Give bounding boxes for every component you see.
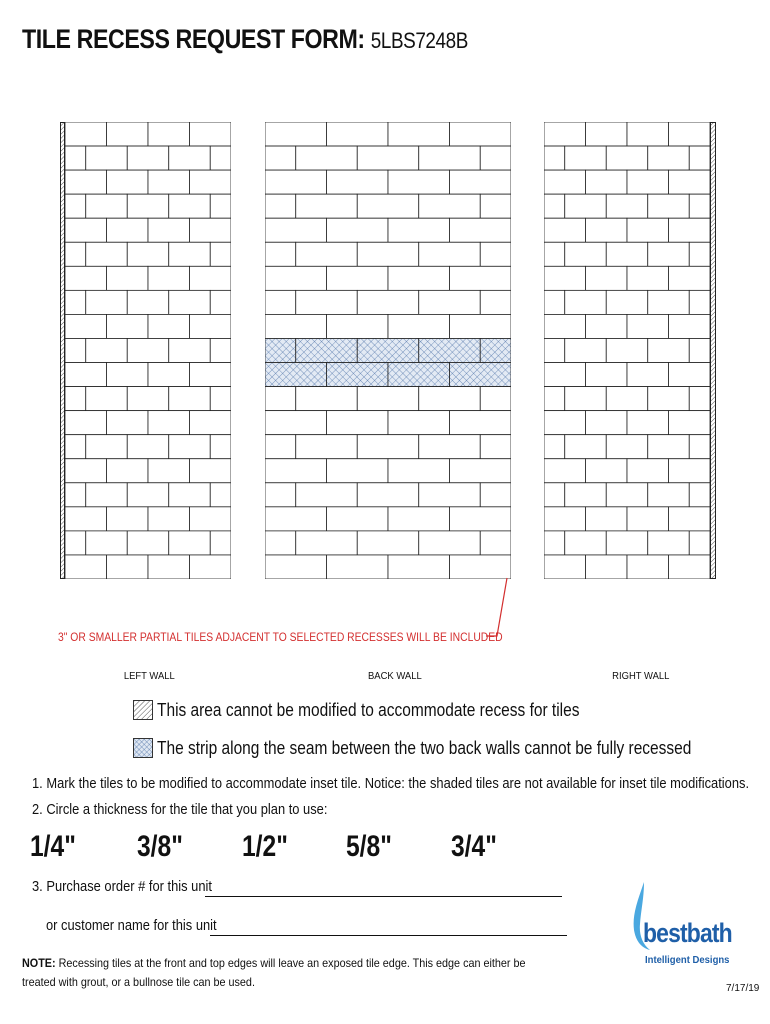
form-title: TILE RECESS REQUEST FORM: [22, 24, 365, 54]
wall-tile[interactable] [689, 242, 710, 266]
wall-tile[interactable] [544, 363, 586, 387]
wall-tile[interactable] [169, 242, 211, 266]
wall-tile[interactable] [65, 411, 107, 435]
wall-tile[interactable] [65, 122, 107, 146]
wall-tile[interactable] [296, 194, 358, 218]
wall-tile[interactable] [65, 146, 86, 170]
wall-tile[interactable] [357, 435, 419, 459]
wall-tile[interactable] [265, 146, 296, 170]
wall-tile[interactable] [210, 435, 231, 459]
wall-tile[interactable] [648, 483, 690, 507]
wall-tile[interactable] [627, 266, 669, 290]
right-wall-label: RIGHT WALL [612, 670, 670, 682]
thickness-option-half[interactable]: 1/2" [242, 830, 288, 863]
thickness-option-quarter[interactable]: 1/4" [30, 830, 76, 863]
wall-tile[interactable] [148, 170, 190, 194]
wall-tile[interactable] [265, 290, 296, 314]
wall-tile[interactable] [648, 290, 690, 314]
wall-tile[interactable] [357, 387, 419, 411]
wall-tile[interactable] [265, 170, 327, 194]
revision-date: 7/17/19 [726, 983, 760, 994]
wall-tile[interactable] [648, 387, 690, 411]
wall-tile[interactable] [544, 483, 565, 507]
wall-tile[interactable] [148, 122, 190, 146]
wall-tile[interactable] [190, 122, 232, 146]
wall-tile[interactable] [586, 122, 628, 146]
wall-tile[interactable] [86, 194, 128, 218]
wall-tile[interactable] [586, 314, 628, 338]
wall-tile[interactable] [265, 194, 296, 218]
wall-tile[interactable] [65, 314, 107, 338]
wall-tile[interactable] [210, 387, 231, 411]
wall-tile[interactable] [127, 387, 169, 411]
partial-tiles-note: 3" OR SMALLER PARTIAL TILES ADJACENT TO SELECTED RECESSES WILL BE INCLUDED [58, 632, 503, 644]
wall-tile[interactable] [689, 290, 710, 314]
wall-tile[interactable] [265, 122, 327, 146]
wall-tile[interactable] [327, 218, 389, 242]
wall-tile[interactable] [190, 363, 232, 387]
wall-tile[interactable] [544, 242, 565, 266]
thickness-option-five-eighths[interactable]: 5/8" [346, 830, 392, 863]
wall-tile[interactable] [65, 531, 86, 555]
wall-tile[interactable] [265, 555, 327, 579]
wall-tile[interactable] [169, 290, 211, 314]
wall-tile[interactable] [210, 531, 231, 555]
wall-tile[interactable] [327, 411, 389, 435]
wall-tile[interactable] [65, 170, 107, 194]
wall-tile[interactable] [544, 531, 565, 555]
wall-tile[interactable] [127, 338, 169, 362]
non-modifiable-edge-strip [711, 123, 716, 579]
wall-tile[interactable] [296, 242, 358, 266]
wall-tile[interactable] [388, 459, 450, 483]
seam-strip-tile [480, 338, 511, 362]
wall-tile[interactable] [627, 314, 669, 338]
wall-tile[interactable] [169, 435, 211, 459]
wall-tile[interactable] [86, 242, 128, 266]
wall-tile[interactable] [648, 242, 690, 266]
wall-tile[interactable] [586, 170, 628, 194]
wall-tile[interactable] [450, 218, 512, 242]
wall-tile[interactable] [450, 314, 512, 338]
wall-tile[interactable] [65, 459, 107, 483]
wall-tile[interactable] [480, 146, 511, 170]
note-text: Recessing tiles at the front and top edges will leave an exposed tile edge. This edge can either be treated with grout, or a bullnose tile can be used. [22, 956, 526, 989]
note-label: NOTE: [22, 956, 56, 970]
recess-note [22, 954, 526, 992]
wall-tile[interactable] [169, 146, 211, 170]
wall-tile[interactable] [327, 266, 389, 290]
wall-tile[interactable] [265, 242, 296, 266]
right-wall-grid[interactable] [544, 122, 716, 579]
wall-tile[interactable] [480, 194, 511, 218]
wall-tile[interactable] [86, 435, 128, 459]
wall-tile[interactable] [265, 387, 296, 411]
wall-tile[interactable] [65, 338, 86, 362]
wall-tile[interactable] [65, 218, 107, 242]
wall-tile[interactable] [480, 483, 511, 507]
wall-tile[interactable] [689, 146, 710, 170]
wall-tile[interactable] [65, 194, 86, 218]
wall-tile[interactable] [107, 122, 149, 146]
wall-tile[interactable] [669, 555, 711, 579]
wall-tile[interactable] [357, 290, 419, 314]
wall-tile[interactable] [669, 411, 711, 435]
wall-tile[interactable] [148, 218, 190, 242]
wall-tile[interactable] [190, 555, 232, 579]
wall-tile[interactable] [480, 435, 511, 459]
wall-tile[interactable] [544, 459, 586, 483]
wall-tile[interactable] [586, 555, 628, 579]
wall-tile[interactable] [544, 266, 586, 290]
wall-tile[interactable] [65, 363, 107, 387]
wall-tile[interactable] [419, 290, 481, 314]
wall-tile[interactable] [210, 194, 231, 218]
wall-tile[interactable] [357, 242, 419, 266]
wall-tile[interactable] [127, 242, 169, 266]
wall-tile[interactable] [627, 555, 669, 579]
wall-tile[interactable] [544, 507, 586, 531]
wall-tile[interactable] [169, 531, 211, 555]
wall-tile[interactable] [565, 242, 607, 266]
wall-tile[interactable] [480, 387, 511, 411]
wall-tile[interactable] [544, 194, 565, 218]
wall-tile[interactable] [565, 290, 607, 314]
wall-tile[interactable] [648, 194, 690, 218]
wall-tile[interactable] [606, 194, 648, 218]
wall-tile[interactable] [107, 314, 149, 338]
wall-tile[interactable] [606, 387, 648, 411]
legend-crosshatch [133, 736, 770, 760]
wall-tile[interactable] [669, 170, 711, 194]
wall-tile[interactable] [627, 411, 669, 435]
wall-tile[interactable] [127, 194, 169, 218]
wall-tile[interactable] [565, 146, 607, 170]
wall-tile[interactable] [544, 435, 565, 459]
wall-tile[interactable] [86, 290, 128, 314]
wall-tile[interactable] [148, 363, 190, 387]
wall-tile[interactable] [86, 483, 128, 507]
wall-tile[interactable] [148, 314, 190, 338]
wall-tile[interactable] [86, 146, 128, 170]
wall-tile[interactable] [65, 483, 86, 507]
wall-tile[interactable] [627, 459, 669, 483]
wall-tile[interactable] [65, 290, 86, 314]
bestbath-logo [630, 878, 750, 973]
wall-tile[interactable] [107, 170, 149, 194]
wall-tile[interactable] [357, 483, 419, 507]
wall-tile[interactable] [190, 411, 232, 435]
wall-tile[interactable] [148, 555, 190, 579]
wall-tile[interactable] [127, 435, 169, 459]
wall-tile[interactable] [544, 290, 565, 314]
wall-tile[interactable] [296, 531, 358, 555]
wall-tile[interactable] [606, 146, 648, 170]
wall-tile[interactable] [565, 338, 607, 362]
wall-tile[interactable] [669, 363, 711, 387]
wall-tile[interactable] [606, 290, 648, 314]
wall-tile[interactable] [648, 435, 690, 459]
wall-tile[interactable] [565, 531, 607, 555]
wall-tile[interactable] [388, 555, 450, 579]
wall-tile[interactable] [190, 314, 232, 338]
seam-strip-tile [265, 363, 327, 387]
wall-tile[interactable] [210, 242, 231, 266]
instruction-step2: 2. Circle a thickness for the tile that you plan to use: [32, 801, 328, 818]
non-modifiable-edge-strip [61, 123, 65, 579]
wall-tile[interactable] [565, 387, 607, 411]
seam-strip-tile [357, 338, 419, 362]
wall-tile[interactable] [388, 170, 450, 194]
wall-tile[interactable] [296, 146, 358, 170]
wall-tile[interactable] [669, 266, 711, 290]
wall-tile[interactable] [265, 435, 296, 459]
wall-tile[interactable] [419, 242, 481, 266]
wall-tile[interactable] [296, 387, 358, 411]
seam-strip-tile [388, 363, 450, 387]
purchase-order-label: 3. Purchase order # for this unit [32, 878, 212, 895]
wall-tile[interactable] [169, 483, 211, 507]
seam-strip-tile [265, 338, 296, 362]
wall-tile[interactable] [357, 531, 419, 555]
wall-tile[interactable] [210, 146, 231, 170]
page-title [22, 24, 468, 55]
wall-tile[interactable] [265, 459, 327, 483]
wall-tile[interactable] [190, 507, 232, 531]
wall-tile[interactable] [296, 483, 358, 507]
wall-tile[interactable] [606, 242, 648, 266]
customer-name-label: or customer name for this unit [46, 917, 217, 934]
wall-tile[interactable] [627, 363, 669, 387]
wall-tile[interactable] [148, 459, 190, 483]
wall-tile[interactable] [689, 338, 710, 362]
wall-tile[interactable] [565, 194, 607, 218]
wall-tile[interactable] [127, 531, 169, 555]
wall-tile[interactable] [544, 555, 586, 579]
customer-name-field[interactable] [210, 934, 567, 936]
wall-tile[interactable] [296, 435, 358, 459]
wall-tile[interactable] [544, 387, 565, 411]
wall-tile[interactable] [606, 338, 648, 362]
wall-tile[interactable] [169, 338, 211, 362]
wall-tile[interactable] [107, 507, 149, 531]
seam-strip-tile [450, 363, 512, 387]
wall-tile[interactable] [419, 387, 481, 411]
back-wall-label: BACK WALL [367, 670, 422, 682]
wall-tile[interactable] [450, 459, 512, 483]
wall-tile[interactable] [107, 363, 149, 387]
wall-tile[interactable] [65, 242, 86, 266]
wall-tile[interactable] [606, 483, 648, 507]
left-wall-grid[interactable] [60, 122, 231, 579]
seam-strip-tile [327, 363, 389, 387]
wall-tile[interactable] [327, 459, 389, 483]
wall-tile[interactable] [265, 218, 327, 242]
wall-tile[interactable] [127, 483, 169, 507]
wall-tile[interactable] [544, 146, 565, 170]
wall-tile[interactable] [450, 122, 512, 146]
wall-tile[interactable] [586, 411, 628, 435]
wall-tile[interactable] [107, 266, 149, 290]
wall-tile[interactable] [627, 507, 669, 531]
wall-tile[interactable] [627, 218, 669, 242]
wall-tile[interactable] [296, 290, 358, 314]
wall-tile[interactable] [388, 122, 450, 146]
logo-tagline: Intelligent Designs [645, 955, 730, 966]
wall-tile[interactable] [190, 266, 232, 290]
legend-crosshatch-text: The strip along the seam between the two back walls cannot be fully recessed [157, 737, 692, 758]
wall-tile[interactable] [480, 290, 511, 314]
wall-tile[interactable] [388, 314, 450, 338]
instruction-step1: 1. Mark the tiles to be modified to accommodate inset tile. Notice: the shaded tiles are not available for inset tile modifications. [32, 775, 750, 792]
thickness-option-three-quarters[interactable]: 3/4" [451, 830, 497, 863]
wall-tile[interactable] [627, 170, 669, 194]
wall-tile[interactable] [65, 435, 86, 459]
wall-tile[interactable] [450, 507, 512, 531]
wall-tile[interactable] [606, 435, 648, 459]
wall-tile[interactable] [265, 411, 327, 435]
legend-hatched-text: This area cannot be modified to accommodate recess for tiles [157, 699, 580, 720]
wall-tile[interactable] [327, 555, 389, 579]
wall-tile[interactable] [565, 483, 607, 507]
wall-tile[interactable] [544, 411, 586, 435]
wall-tile[interactable] [544, 122, 586, 146]
wall-tile[interactable] [107, 411, 149, 435]
wall-tile[interactable] [689, 483, 710, 507]
wall-tile[interactable] [210, 290, 231, 314]
wall-tile[interactable] [190, 170, 232, 194]
wall-tile[interactable] [544, 314, 586, 338]
wall-tile[interactable] [669, 314, 711, 338]
left-wall-label: LEFT WALL [123, 670, 175, 682]
wall-tile[interactable] [148, 507, 190, 531]
wall-tile[interactable] [669, 459, 711, 483]
wall-tile[interactable] [190, 218, 232, 242]
wall-tile[interactable] [388, 411, 450, 435]
thickness-option-three-eighths[interactable]: 3/8" [137, 830, 183, 863]
wall-tile[interactable] [107, 459, 149, 483]
wall-tile[interactable] [586, 459, 628, 483]
wall-tile[interactable] [148, 266, 190, 290]
wall-tile[interactable] [388, 218, 450, 242]
wall-tile[interactable] [480, 242, 511, 266]
wall-tile[interactable] [127, 290, 169, 314]
wall-tile[interactable] [388, 266, 450, 290]
wall-tile[interactable] [65, 555, 107, 579]
wall-tile[interactable] [419, 483, 481, 507]
wall-tile[interactable] [586, 218, 628, 242]
wall-tile[interactable] [586, 363, 628, 387]
wall-tile[interactable] [544, 218, 586, 242]
wall-tile[interactable] [450, 266, 512, 290]
wall-tile[interactable] [265, 266, 327, 290]
wall-tile[interactable] [648, 531, 690, 555]
wall-tile[interactable] [327, 170, 389, 194]
wall-tile[interactable] [689, 435, 710, 459]
wall-tile[interactable] [586, 507, 628, 531]
wall-tile[interactable] [480, 531, 511, 555]
wall-tile[interactable] [689, 387, 710, 411]
wall-tile[interactable] [669, 122, 711, 146]
wall-tile[interactable] [689, 194, 710, 218]
wall-tile[interactable] [65, 507, 107, 531]
wall-tile[interactable] [86, 387, 128, 411]
seam-strip-tile [296, 338, 358, 362]
wall-tile[interactable] [357, 194, 419, 218]
wall-tile[interactable] [544, 170, 586, 194]
crosshatch-swatch-icon [133, 738, 153, 758]
wall-tile[interactable] [419, 194, 481, 218]
wall-tile[interactable] [265, 507, 327, 531]
wall-tile[interactable] [327, 507, 389, 531]
wall-tile[interactable] [169, 387, 211, 411]
wall-tile[interactable] [327, 314, 389, 338]
wall-tile[interactable] [419, 531, 481, 555]
wall-tile[interactable] [357, 146, 419, 170]
wall-tile[interactable] [190, 459, 232, 483]
purchase-order-field[interactable] [205, 895, 562, 897]
wall-tile[interactable] [265, 531, 296, 555]
wall-tile[interactable] [669, 218, 711, 242]
wall-tile[interactable] [169, 194, 211, 218]
wall-tile[interactable] [127, 146, 169, 170]
wall-tile[interactable] [450, 170, 512, 194]
wall-tile[interactable] [388, 507, 450, 531]
wall-tile[interactable] [648, 146, 690, 170]
wall-tile[interactable] [265, 314, 327, 338]
wall-tile[interactable] [606, 531, 648, 555]
wall-tile[interactable] [627, 122, 669, 146]
wall-tile[interactable] [419, 146, 481, 170]
wall-tile[interactable] [148, 411, 190, 435]
wall-tile[interactable] [586, 266, 628, 290]
legend-hatched [133, 698, 648, 722]
wall-tile[interactable] [107, 218, 149, 242]
wall-tile[interactable] [86, 338, 128, 362]
back-wall-grid[interactable] [265, 122, 511, 579]
seam-strip-tile [419, 338, 481, 362]
wall-tile[interactable] [450, 411, 512, 435]
logo-brand: bestbath [643, 918, 732, 948]
wall-tile[interactable] [419, 435, 481, 459]
wall-tile[interactable] [689, 531, 710, 555]
wall-tile[interactable] [565, 435, 607, 459]
model-code: 5LBS7248B [370, 28, 468, 53]
wall-tile[interactable] [648, 338, 690, 362]
hatched-swatch-icon [133, 700, 153, 720]
wall-tile[interactable] [107, 555, 149, 579]
wall-tile[interactable] [327, 122, 389, 146]
wall-tile[interactable] [86, 531, 128, 555]
wall-tile[interactable] [544, 338, 565, 362]
wall-tile[interactable] [669, 507, 711, 531]
wall-tile[interactable] [210, 338, 231, 362]
wall-tile[interactable] [265, 483, 296, 507]
wall-tile[interactable] [65, 266, 107, 290]
wall-tile[interactable] [210, 483, 231, 507]
wall-tile[interactable] [65, 387, 86, 411]
